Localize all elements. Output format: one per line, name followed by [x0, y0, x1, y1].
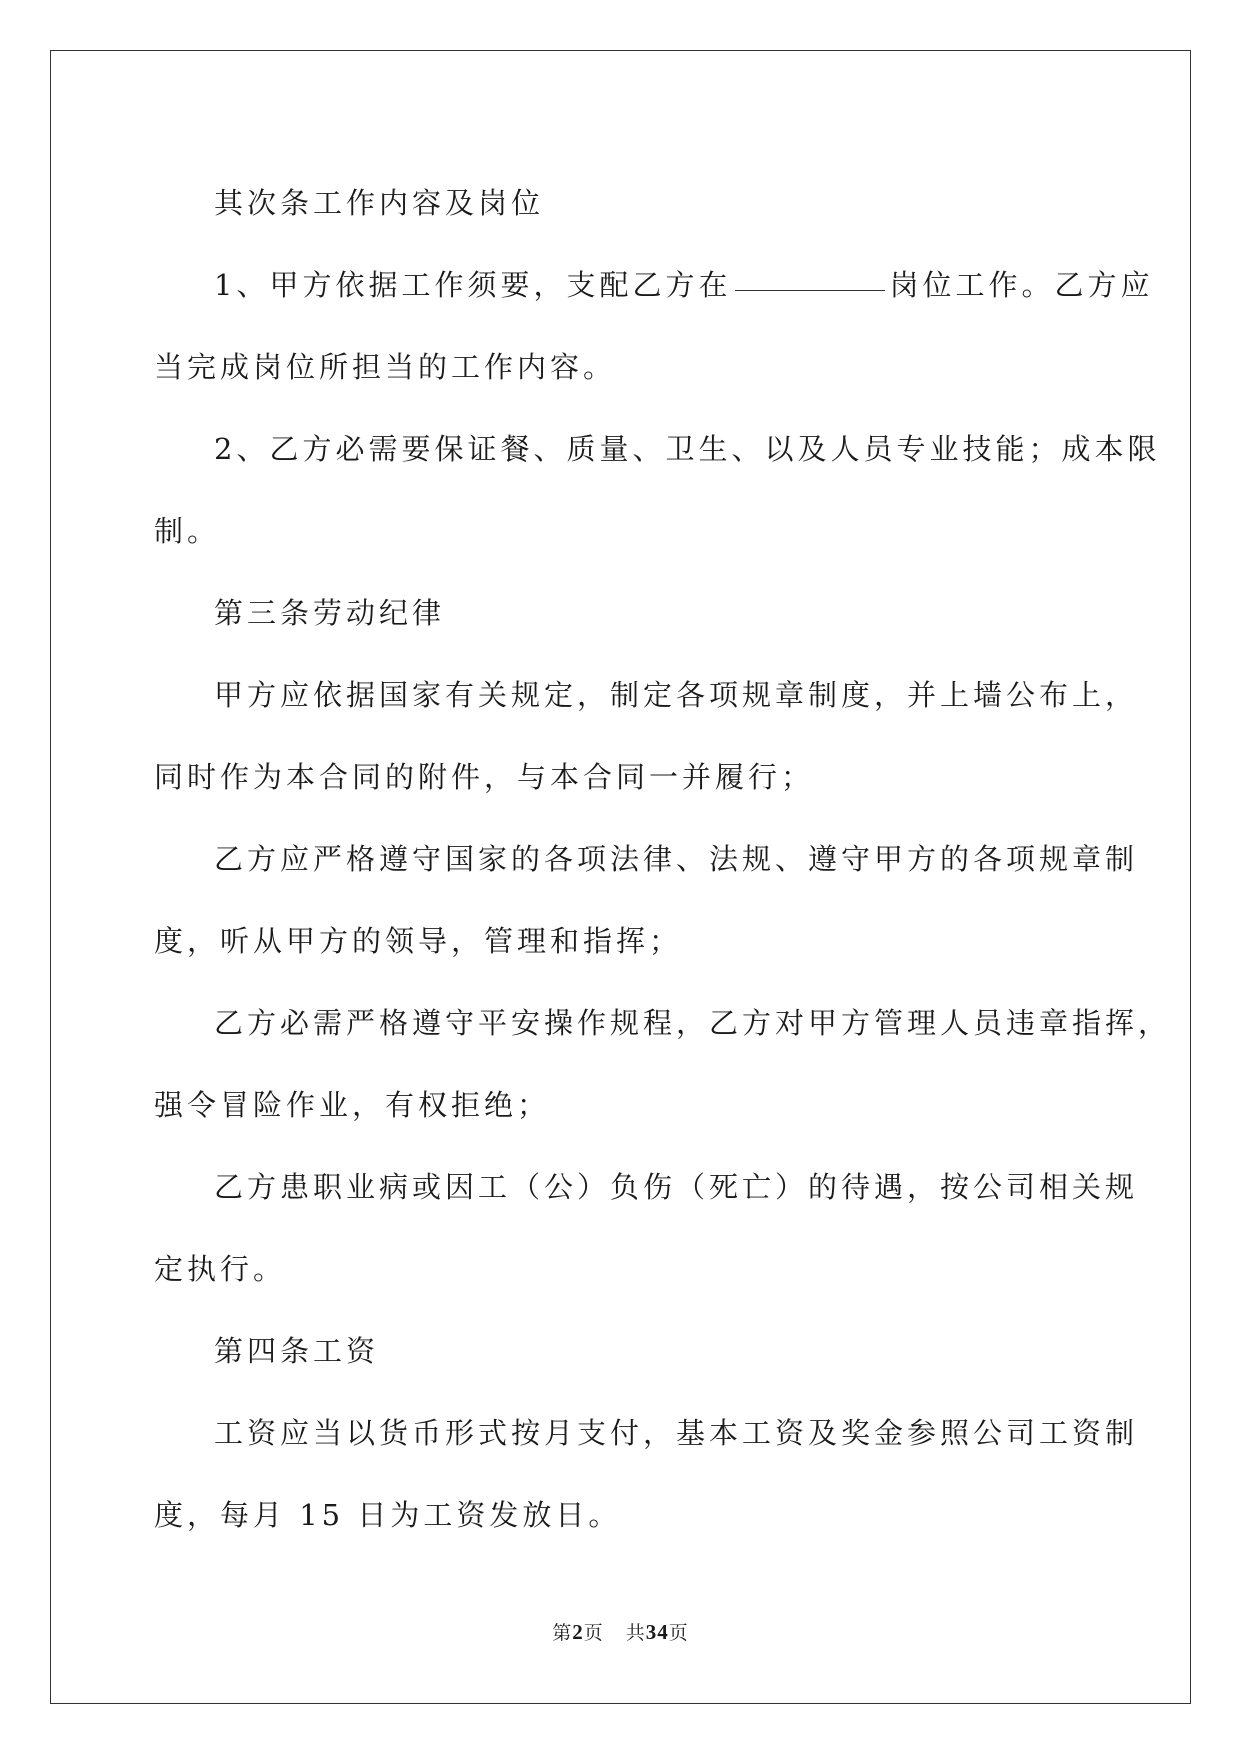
paragraph-line: 甲方应依据国家有关规定，制定各项规章制度，并上墙公布上，	[214, 678, 1139, 712]
paragraph-line: 乙方必需严格遵守平安操作规程，乙方对甲方管理人员违章指挥，	[214, 1006, 1172, 1040]
total-label: 共	[625, 1622, 646, 1644]
paragraph-text: 1、甲方依据工作须要，支配乙方在	[214, 268, 732, 302]
page-label: 第	[552, 1622, 573, 1644]
section-heading-3: 第三条劳动纪律	[214, 596, 446, 630]
paragraph-line: 乙方患职业病或因工（公）负伤（死亡）的待遇，按公司相关规	[214, 1170, 1139, 1204]
document-body	[154, 162, 1172, 1556]
section-heading-4: 第四条工资	[214, 1334, 380, 1368]
total-label: 页	[668, 1622, 689, 1644]
paragraph-line: 强令冒险作业，有权拒绝；	[154, 1088, 551, 1122]
paragraph-line	[154, 244, 1154, 326]
section-heading-2: 其次条工作内容及岗位	[214, 186, 545, 220]
paragraph-line: 乙方应严格遵守国家的各项法律、法规、遵守甲方的各项规章制	[214, 842, 1139, 876]
paragraph-text: 岗位工作。乙方应	[889, 268, 1154, 302]
paragraph-line: 度，每月 15 日为工资发放日。	[154, 1498, 622, 1532]
current-page-number: 2	[572, 1620, 584, 1644]
paragraph-line: 同时作为本合同的附件，与本合同一并履行；	[154, 760, 815, 794]
paragraph-line: 定执行。	[154, 1252, 287, 1286]
paragraph-line: 当完成岗位所担当的工作内容。	[154, 350, 617, 384]
paragraph-line: 度，听从甲方的领导，管理和指挥；	[154, 924, 683, 958]
page-footer	[0, 1618, 1241, 1645]
fill-in-blank	[735, 289, 885, 291]
paragraph-line: 2、乙方必需要保证餐、质量、卫生、以及人员专业技能；成本限	[214, 432, 1161, 466]
page-label: 页	[583, 1622, 604, 1644]
paragraph-line: 工资应当以货币形式按月支付，基本工资及奖金参照公司工资制	[214, 1416, 1139, 1450]
total-page-count: 34	[645, 1620, 669, 1644]
paragraph-line: 制。	[154, 514, 221, 548]
